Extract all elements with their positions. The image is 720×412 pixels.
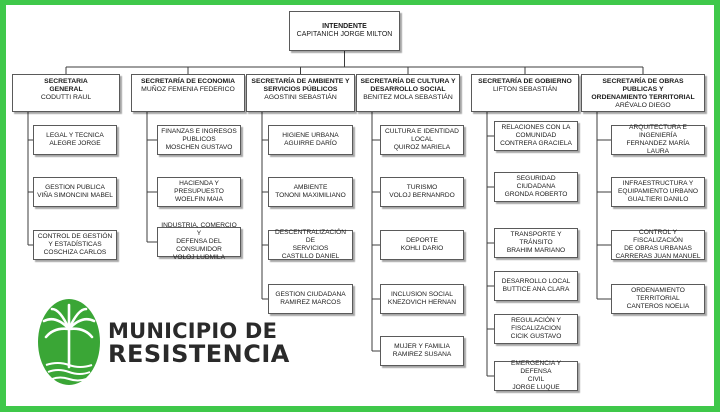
unit-name: RAMIREZ MARCOS — [280, 299, 341, 306]
unit-title: FINANZAS E INGRESOS PUBLICOS — [161, 128, 237, 143]
unit-box — [494, 172, 578, 202]
secretariat-box — [12, 74, 120, 112]
unit-name: AGUIRRE DARÍO — [284, 140, 337, 147]
unit-name: BUTTICE ANA CLARA — [502, 286, 570, 293]
unit-title: CONTROL DE GESTIÓN Y ESTADÍSTICAS — [37, 233, 113, 248]
unit-title: SEGURIDAD CIUDADANA — [516, 175, 556, 190]
unit-name: CONTRERA GRACIELA — [500, 140, 572, 147]
secretariat-title: SECRETARIA GENERAL — [44, 78, 88, 93]
unit-name: COSCHIZA CARLOS — [43, 249, 107, 256]
unit-name: BRAHIM MARIANO — [506, 247, 566, 254]
unit-box — [494, 361, 578, 391]
unit-name: VOLOJ BERNANRDO — [389, 192, 455, 199]
unit-box — [380, 177, 464, 207]
secretariat-name: BENITEZ MOLA SEBASTIÁN — [363, 94, 453, 101]
unit-name: GUALTIERI DANILO — [627, 196, 689, 203]
unit-title: GESTION CIUDADANA — [275, 291, 346, 298]
unit-box — [494, 228, 578, 258]
unit-box — [268, 177, 353, 207]
unit-box — [268, 230, 353, 260]
secretariat-box — [581, 74, 705, 112]
unit-title: TURISMO — [406, 184, 438, 191]
secretariat-title: SECRETARÍA DE CULTURA Y DESARROLLO SOCIAL — [360, 78, 456, 93]
unit-title: LEGAL Y TECNICA — [46, 132, 104, 139]
secretariat-name: CODUTTI RAUL — [40, 94, 92, 101]
secretariat-name: MUÑOZ FEMENIA FEDERICO — [141, 86, 235, 93]
secretariat-box — [246, 74, 355, 112]
unit-name: GRONDA ROBERTO — [504, 191, 568, 198]
municipio-logo — [36, 297, 290, 389]
unit-title: AMBIENTE — [293, 184, 328, 191]
unit-box — [268, 125, 353, 155]
unit-title: INCLUSION SOCIAL — [391, 291, 453, 298]
unit-title: CULTURA E IDENTIDAD LOCAL — [385, 128, 459, 143]
unit-box — [611, 125, 705, 155]
root-title: INTENDENTE — [322, 23, 367, 30]
secretariat-box — [131, 74, 245, 112]
unit-title: ORDENAMIENTO TERRITORIAL — [631, 287, 685, 302]
unit-box — [494, 314, 578, 344]
palm-emblem-icon — [36, 297, 102, 387]
unit-name: FERNANDEZ MARÍA LAURA — [626, 140, 690, 155]
unit-box — [33, 230, 117, 260]
unit-name: CARRERAS JUAN MANUEL — [615, 253, 701, 260]
unit-box — [380, 284, 464, 314]
unit-name: RAMIREZ SUSANA — [392, 351, 452, 358]
unit-title: HIGIENE URBANA — [282, 132, 339, 139]
unit-name: ALEGRE JORGE — [49, 140, 101, 147]
unit-name: JORGE LUQUE — [512, 384, 560, 391]
unit-name: KOHLI DARIO — [400, 245, 444, 252]
root-name: CAPITANICH JORGE MILTON — [296, 31, 393, 38]
unit-box — [611, 230, 705, 260]
secretariat-name: LIFTON SEBASTIÁN — [492, 86, 558, 93]
logo-line-2: RESISTENCIA — [108, 340, 290, 368]
unit-box — [33, 125, 117, 155]
unit-box — [380, 336, 464, 366]
secretariat-title: SECRETARÍA DE GOBIERNO — [478, 78, 572, 85]
unit-box — [494, 121, 578, 151]
unit-box — [157, 177, 241, 207]
unit-name: CASTILLO DANIEL — [281, 253, 340, 260]
unit-name: WOELFIN MAIA — [175, 196, 223, 203]
unit-title: GESTION PUBLICA — [45, 184, 105, 191]
secretariat-name: AGOSTINI SEBASTIÁN — [264, 94, 337, 101]
unit-title: EMERGENCIA Y DEFENSA CIVIL — [510, 360, 562, 383]
unit-title: RELACIONES CON LA COMUNIDAD — [501, 124, 571, 139]
unit-box — [494, 271, 578, 301]
unit-title: TRANSPORTE Y TRÁNSITO — [510, 231, 562, 246]
unit-box — [611, 284, 705, 314]
root-box — [289, 11, 400, 51]
logo-line-1: MUNICIPIO DE — [108, 319, 278, 343]
unit-name: MOSCHEN GUSTAVO — [165, 144, 233, 151]
unit-title: REGULACIÓN Y FISCALIZACION — [511, 317, 561, 332]
unit-title: HACIENDA Y PRESUPUESTO — [174, 180, 224, 195]
unit-title: DEPORTE — [406, 237, 438, 244]
unit-name: CANTEROS NOELIA — [626, 303, 690, 310]
unit-name: VOLOJ LUDMILA — [172, 254, 226, 261]
org-chart — [6, 5, 714, 406]
unit-box — [157, 125, 241, 155]
unit-name: TONONI MAXIMILIANO — [275, 192, 346, 199]
unit-title: ARQUITECTURA E INGENIERÍA — [629, 124, 687, 139]
unit-title: CONTROL Y FISCALIZACIÓN DE OBRAS URBANAS — [624, 229, 692, 252]
secretariat-title: SECRETARÍA DE AMBIENTE Y SERVICIOS PÚBLICOS — [251, 78, 350, 93]
unit-box — [611, 177, 705, 207]
unit-title: INFRAESTRUCTURA Y EQUIPAMIENTO URBANO — [618, 180, 698, 195]
unit-box — [157, 222, 241, 261]
secretariat-box — [356, 74, 460, 112]
secretariat-box — [471, 74, 579, 112]
unit-title: MUJER Y FAMILIA — [394, 343, 450, 350]
unit-name: CICIK GUSTAVO — [510, 333, 562, 340]
secretariat-title: SECRETARÍA DE OBRAS PUBLICAS Y ORDENAMIENTO TERRITORIAL — [591, 78, 695, 101]
unit-box — [380, 230, 464, 260]
unit-name: VIÑA SIMONCINI MABEL — [37, 192, 113, 199]
secretariat-title: SECRETARÍA DE ECONOMIA — [140, 78, 236, 85]
unit-box — [268, 284, 353, 314]
secretariat-name: ARÉVALO DIEGO — [615, 102, 671, 109]
unit-title: INDUSTRIA, COMERCIO Y DEFENSA DEL CONSUMIDOR — [161, 222, 237, 253]
unit-box — [380, 125, 464, 155]
unit-name: KNEZOVICH HERNAN — [387, 299, 457, 306]
unit-name: QUIROZ MARIELA — [393, 144, 451, 151]
unit-title: DESARROLLO LOCAL — [501, 278, 571, 285]
unit-box — [33, 177, 117, 207]
unit-title: DESCENTRALIZACIÓN DE SERVICIOS — [274, 229, 347, 252]
